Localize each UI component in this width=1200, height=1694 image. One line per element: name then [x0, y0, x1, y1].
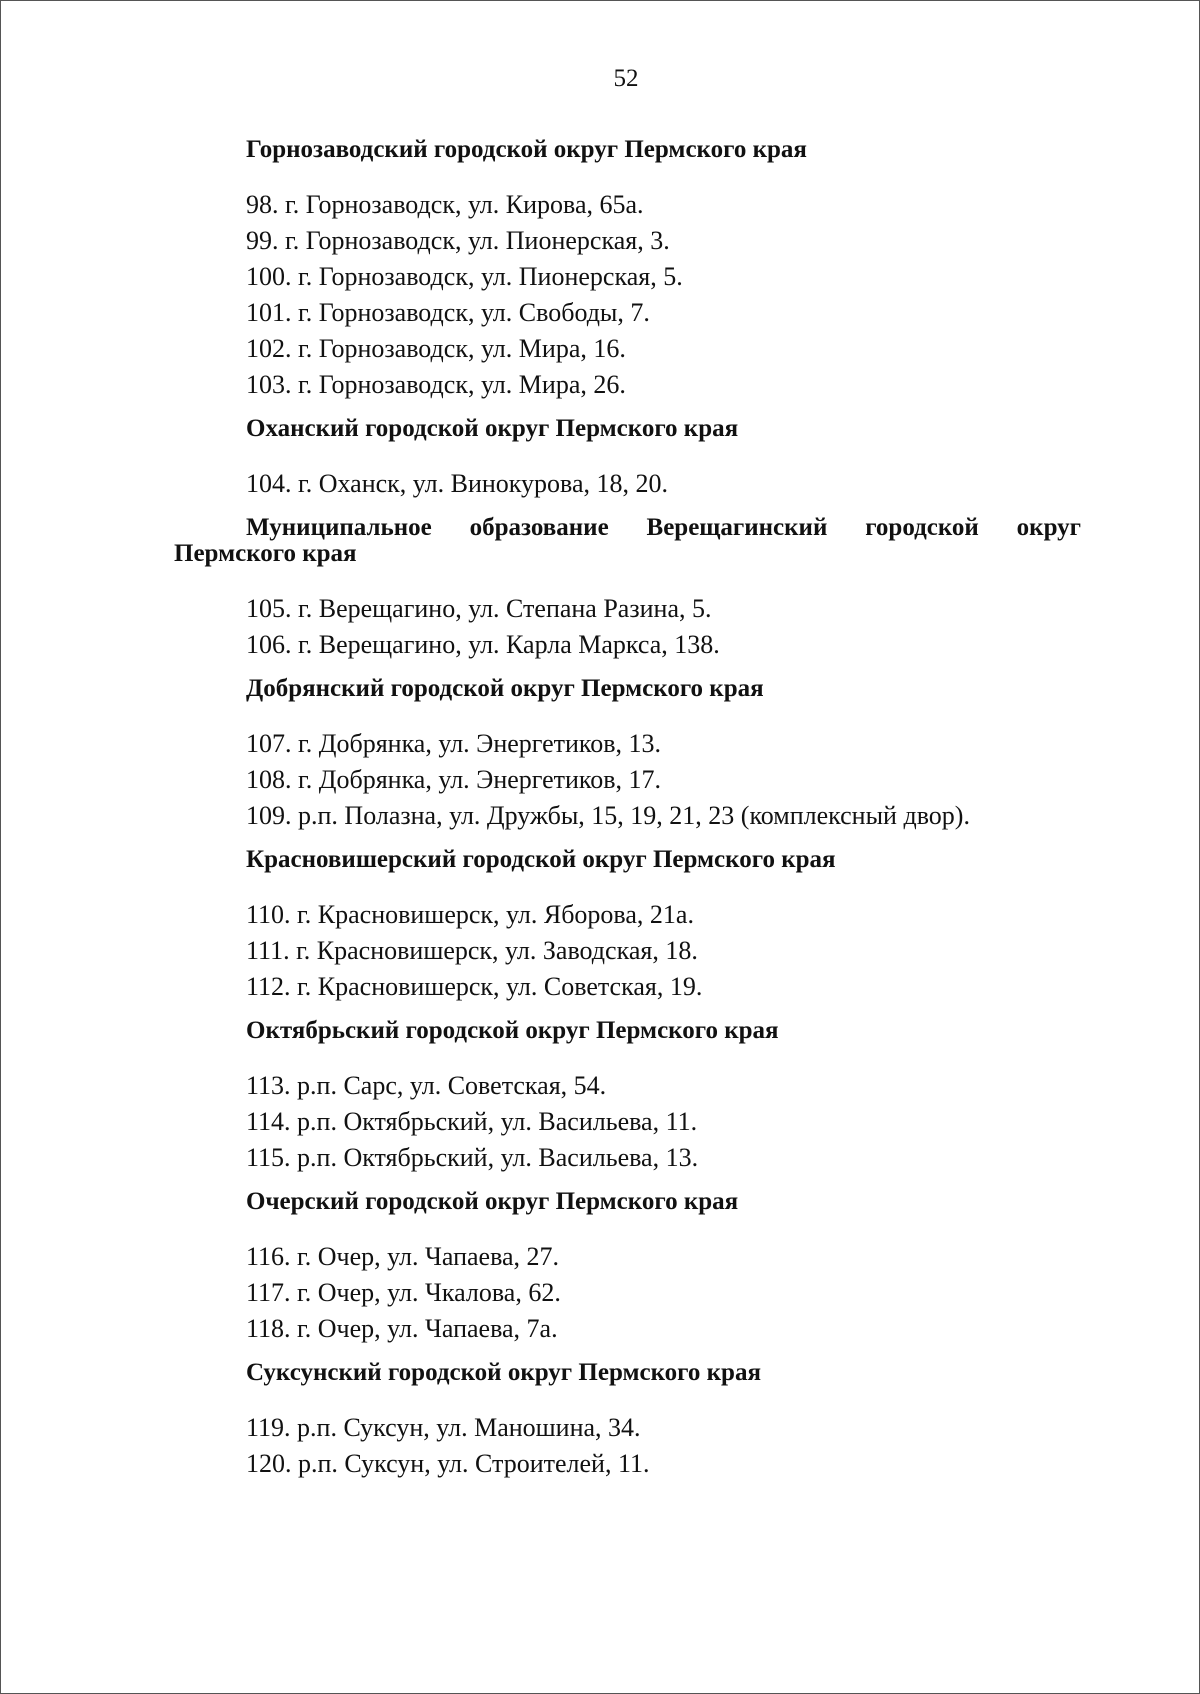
list-item: 99. г. Горнозаводск, ул. Пионерская, 3.: [246, 226, 670, 255]
list-item: 120. р.п. Суксун, ул. Строителей, 11.: [246, 1449, 650, 1478]
list-item: 98. г. Горнозаводск, ул. Кирова, 65а.: [246, 190, 644, 219]
list-item: 117. г. Очер, ул. Чкалова, 62.: [246, 1278, 561, 1307]
section-title: Суксунский городской округ Пермского края: [246, 1359, 761, 1386]
section-title: Добрянский городской округ Пермского края: [246, 675, 764, 702]
list-item: 104. г. Оханск, ул. Винокурова, 18, 20.: [246, 469, 669, 498]
document-content: [174, 137, 1081, 1482]
list-item: 118. г. Очер, ул. Чапаева, 7а.: [246, 1314, 558, 1343]
section-suksunsky: [174, 1360, 1081, 1482]
list-item: 114. р.п. Октябрьский, ул. Васильева, 11.: [246, 1107, 698, 1136]
list-item: 119. р.п. Суксун, ул. Маношина, 34.: [246, 1413, 641, 1442]
list-item: 111. г. Красновишерск, ул. Заводская, 18.: [246, 936, 698, 965]
section-ochersky: [174, 1189, 1081, 1347]
list-item: 109. р.п. Полазна, ул. Дружбы, 15, 19, 21, 23 (комплексный двор).: [246, 801, 970, 830]
list-item: 105. г. Верещагино, ул. Степана Разина, 5.: [246, 594, 712, 623]
section-dobryansky: [174, 676, 1081, 834]
list-item: 102. г. Горнозаводск, ул. Мира, 16.: [246, 334, 626, 363]
section-title: Оханский городской округ Пермского края: [246, 415, 739, 442]
list-item: 103. г. Горнозаводск, ул. Мира, 26.: [246, 370, 626, 399]
section-oktyabrsky: [174, 1018, 1081, 1176]
list-item: 108. г. Добрянка, ул. Энергетиков, 17.: [246, 765, 662, 794]
list-item: 112. г. Красновишерск, ул. Советская, 19.: [246, 972, 703, 1001]
list-item: 110. г. Красновишерск, ул. Яборова, 21а.: [246, 900, 694, 929]
section-gornozavodsky: [174, 137, 1081, 403]
list-item: 100. г. Горнозаводск, ул. Пионерская, 5.: [246, 262, 683, 291]
list-item: 101. г. Горнозаводск, ул. Свободы, 7.: [246, 298, 650, 327]
list-item: 115. р.п. Октябрьский, ул. Васильева, 13.: [246, 1143, 699, 1172]
section-title: Очерский городской округ Пермского края: [246, 1188, 739, 1215]
section-krasnovishersky: [174, 847, 1081, 1005]
page-number: 52: [613, 65, 639, 92]
list-item: 116. г. Очер, ул. Чапаева, 27.: [246, 1242, 560, 1271]
section-title: Октябрьский городской округ Пермского края: [246, 1017, 779, 1044]
list-item: 113. р.п. Сарс, ул. Советская, 54.: [246, 1071, 607, 1100]
section-title: Муниципальное образование Верещагинский городской округ Пермского края: [174, 514, 1081, 567]
section-title: Красновишерский городской округ Пермского края: [246, 846, 836, 873]
list-item: 106. г. Верещагино, ул. Карла Маркса, 138.: [246, 630, 720, 659]
section-vereshchaginsky: [174, 515, 1081, 663]
list-item: 107. г. Добрянка, ул. Энергетиков, 13.: [246, 729, 662, 758]
section-okhansky: [174, 416, 1081, 502]
section-title: Горнозаводский городской округ Пермского края: [246, 136, 807, 163]
